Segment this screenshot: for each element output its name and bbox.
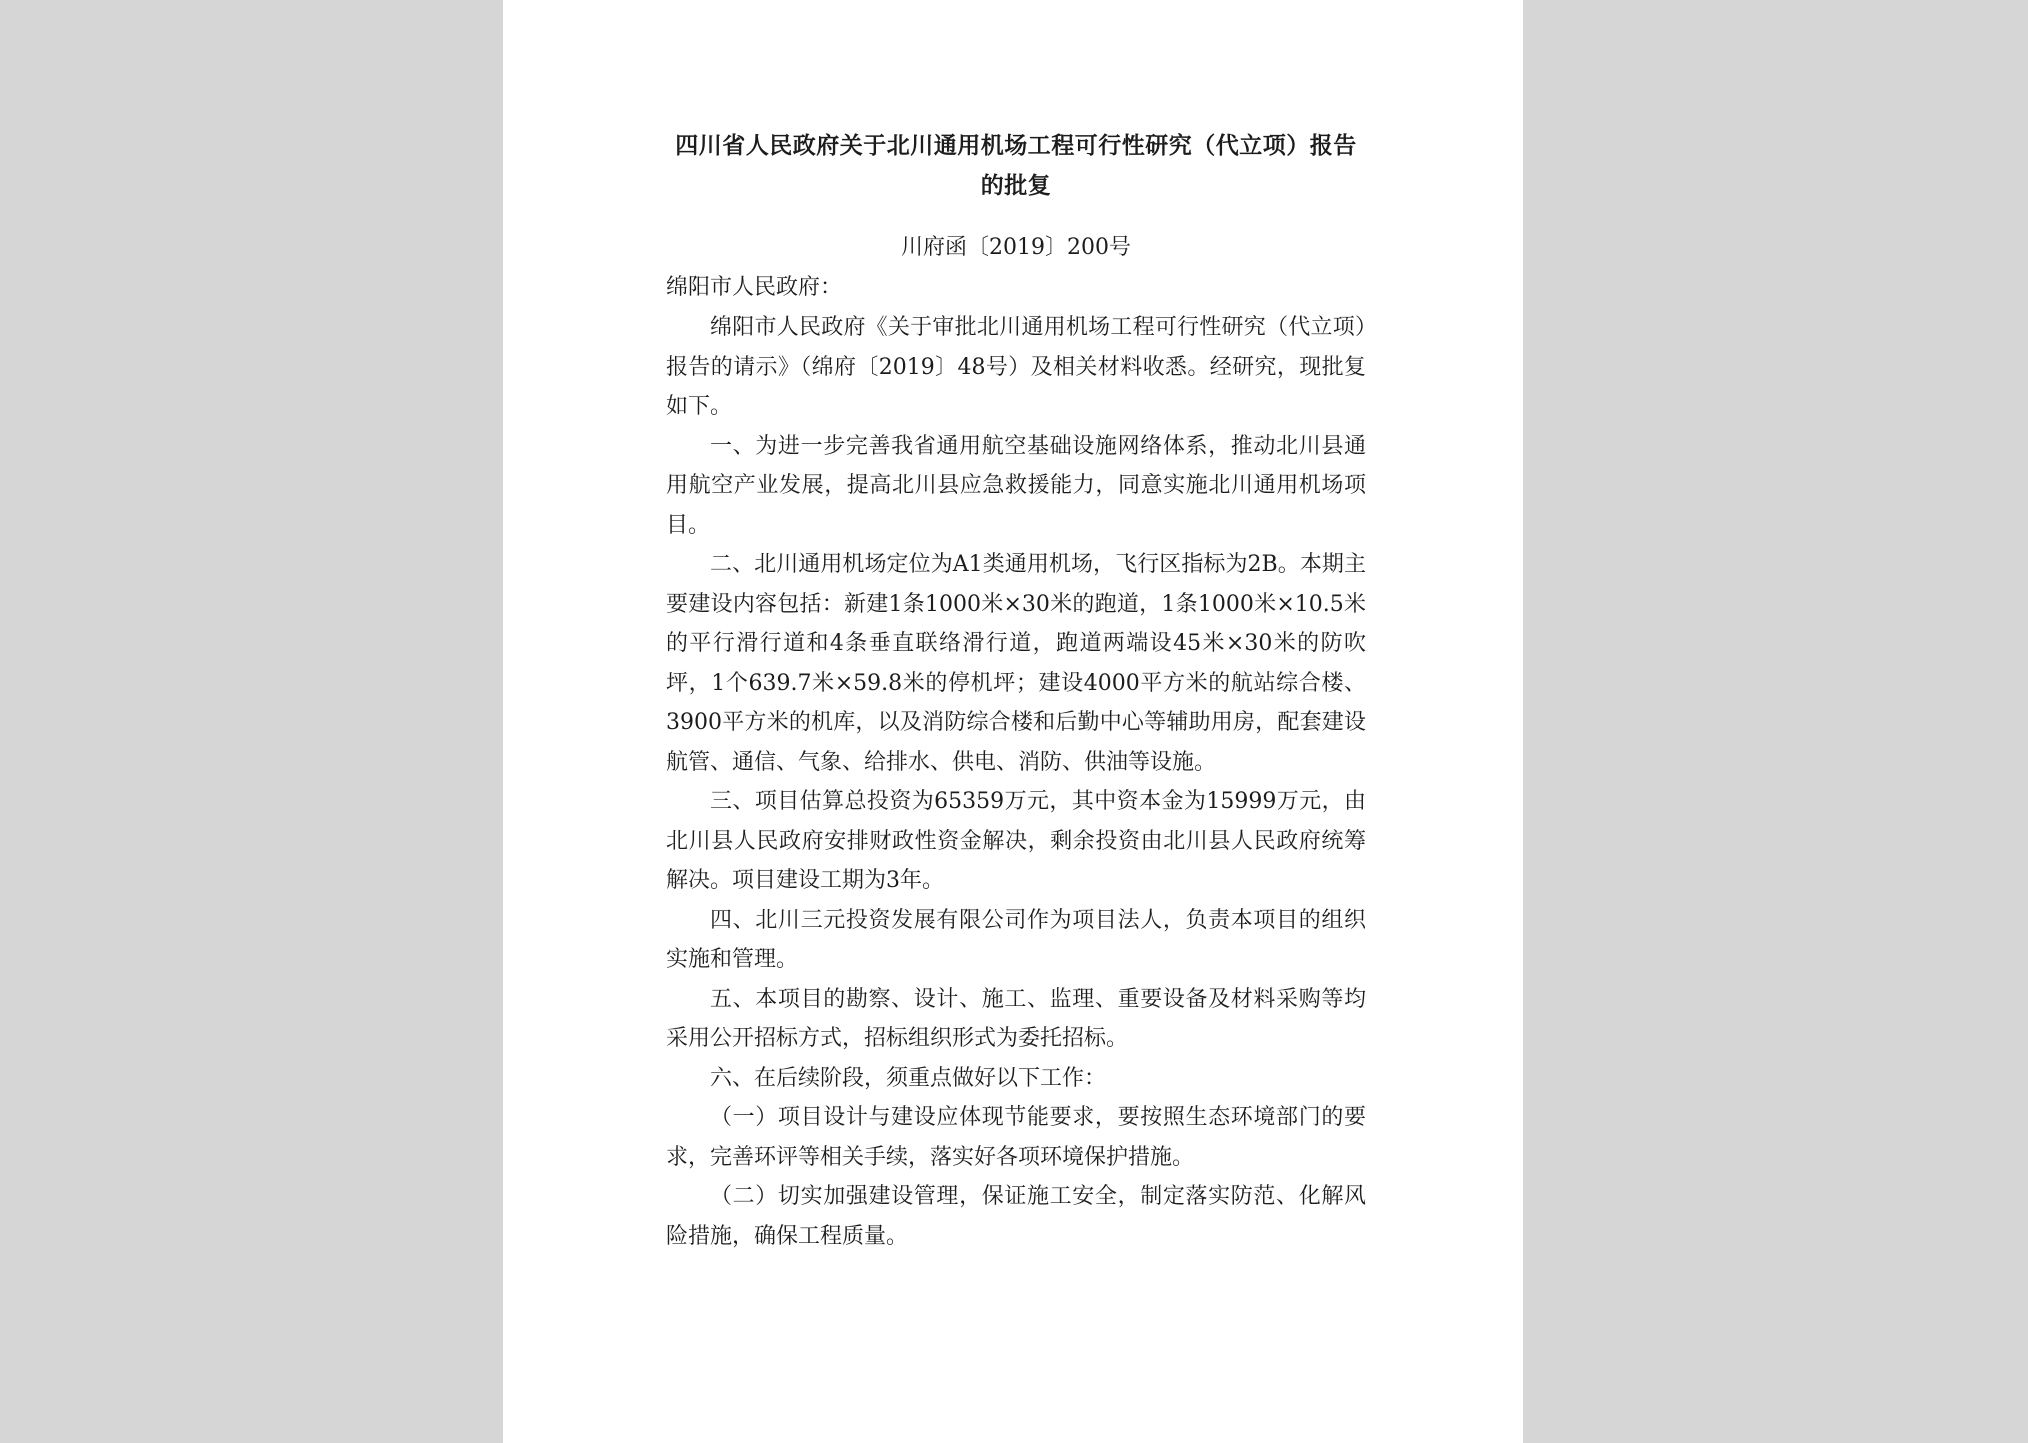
document-page [503,0,1523,1443]
paragraph-intro: 绵阳市人民政府《关于审批北川通用机场工程可行性研究（代立项）报告的请示》（绵府〔2019〕48号）及相关材料收悉。经研究，现批复如下。 [666,315,1366,419]
paragraph-item-6: 六、在后续阶段，须重点做好以下工作： [710,1065,1107,1091]
paragraph-item-2: 二、北川通用机场定位为A1类通用机场，飞行区指标为2B。本期主要建设内容包括：新建1条1000米×30米的跑道，1条1000米×10.5米的平行滑行道和4条垂直联络滑行道，跑道两端设45米×30米的防吹坪，1个639.7米×59.8米的停机坪；建设4000平方米的航站综合楼、3900平方米的机库，以及消防综合楼和后勤中心等辅助用房，配套建设航管、通信、气象、给排水、供电、消防、供油等设施。 [666,552,1366,775]
paragraph-item-5: 五、本项目的勘察、设计、施工、监理、重要设备及材料采购等均采用公开招标方式，招标组织形式为委托招标。 [666,986,1366,1051]
document-number: 川府函〔2019〕200号 [901,235,1131,260]
addressee: 绵阳市人民政府： [666,275,843,300]
document-content [666,126,1366,1256]
paragraph-subitem-1: （一）项目设计与建设应体现节能要求，要按照生态环境部门的要求，完善环评等相关手续，落实好各项环境保护措施。 [666,1105,1366,1170]
paragraph-subitem-2: （二）切实加强建设管理，保证施工安全，制定落实防范、化解风险措施，确保工程质量。 [666,1184,1366,1249]
document-title: 四川省人民政府关于北川通用机场工程可行性研究（代立项）报告的批复 [675,132,1357,199]
paragraph-item-1: 一、为进一步完善我省通用航空基础设施网络体系，推动北川县通用航空产业发展，提高北川县应急救援能力，同意实施北川通用机场项目。 [666,433,1366,538]
paragraph-item-4: 四、北川三元投资发展有限公司作为项目法人，负责本项目的组织实施和管理。 [666,907,1366,972]
paragraph-item-3: 三、项目估算总投资为65359万元，其中资本金为15999万元，由北川县人民政府安排财政性资金解决，剩余投资由北川县人民政府统筹解决。项目建设工期为3年。 [666,789,1366,893]
